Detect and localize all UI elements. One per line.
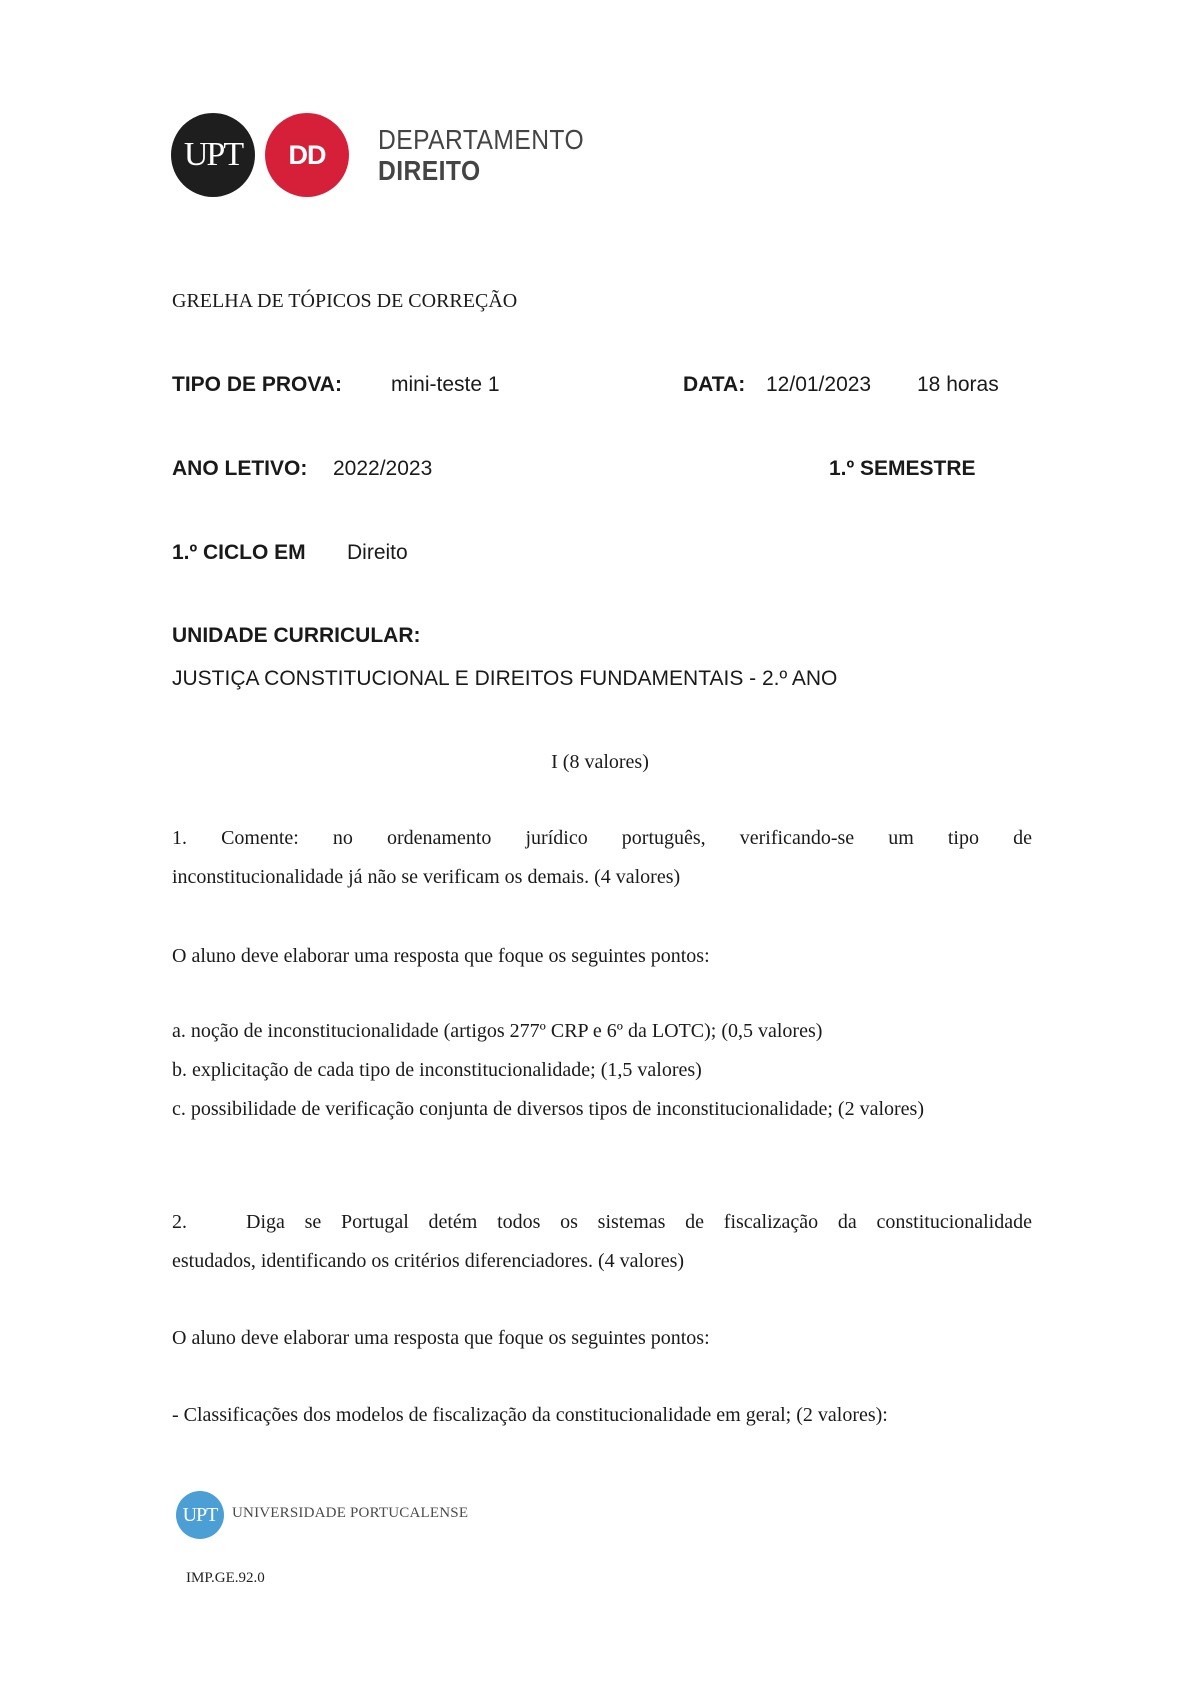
ano-letivo-value: 2022/2023 bbox=[333, 457, 433, 480]
q2-word: Diga bbox=[246, 1211, 285, 1233]
question-1-line-1 bbox=[172, 827, 1032, 850]
q1-word: de bbox=[1013, 827, 1032, 849]
question-1-point-a: a. noção de inconstitucionalidade (artigos 277º CRP e 6º da LOTC); (0,5 valores) bbox=[172, 1020, 823, 1042]
unidade-curricular-label: UNIDADE CURRICULAR: bbox=[172, 624, 421, 647]
department-line-1: DEPARTAMENTO bbox=[378, 124, 585, 155]
q2-word: sistemas bbox=[597, 1211, 666, 1233]
data-value: 12/01/2023 bbox=[766, 373, 872, 396]
q1-word: tipo bbox=[947, 827, 979, 849]
dd-logo-text: DD bbox=[288, 139, 326, 170]
q1-word: ordenamento bbox=[387, 827, 492, 849]
tipo-prova-value: mini-teste 1 bbox=[391, 373, 500, 396]
university-name: UNIVERSIDADE PORTUCALENSE bbox=[232, 1505, 469, 1521]
question-2-point-1: - Classificações dos modelos de fiscalização da constitucionalidade em geral; (2 valores): bbox=[172, 1404, 888, 1426]
department-line-2: DIREITO bbox=[378, 155, 481, 186]
q2-word: Portugal bbox=[341, 1211, 409, 1233]
q1-word: Comente: bbox=[221, 827, 299, 849]
q1-word: português, bbox=[621, 827, 706, 849]
q2-word: os bbox=[560, 1211, 578, 1233]
university-logo bbox=[176, 1491, 224, 1539]
ciclo-label: 1.º CICLO EM bbox=[172, 541, 306, 564]
university-logo-text: UPT bbox=[182, 1503, 218, 1526]
semestre: 1.º SEMESTRE bbox=[829, 457, 976, 480]
ano-letivo-label: ANO LETIVO: bbox=[172, 457, 308, 480]
question-1-point-b: b. explicitação de cada tipo de inconstitucionalidade; (1,5 valores) bbox=[172, 1059, 702, 1081]
q2-word: se bbox=[304, 1211, 322, 1233]
q1-word: verificando-se bbox=[739, 827, 855, 849]
q2-word: fiscalização bbox=[723, 1211, 819, 1233]
question-1-intro: O aluno deve elaborar uma resposta que foque os seguintes pontos: bbox=[172, 945, 710, 967]
question-2-intro: O aluno deve elaborar uma resposta que foque os seguintes pontos: bbox=[172, 1327, 710, 1349]
dd-logo bbox=[265, 113, 349, 197]
question-2-line-1 bbox=[246, 1211, 1032, 1234]
q1-word: jurídico bbox=[525, 827, 588, 849]
document-code: IMP.GE.92.0 bbox=[186, 1570, 265, 1586]
unidade-curricular-value: JUSTIÇA CONSTITUCIONAL E DIREITOS FUNDAMENTAIS - 2.º ANO bbox=[172, 667, 838, 690]
question-2-line-2: estudados, identificando os critérios diferenciadores. (4 valores) bbox=[172, 1250, 685, 1272]
q1-word: um bbox=[888, 827, 914, 849]
document-title: GRELHA DE TÓPICOS DE CORREÇÃO bbox=[172, 290, 518, 312]
q2-word: da bbox=[837, 1211, 857, 1233]
hora-value: 18 horas bbox=[917, 373, 999, 396]
question-1-line-2: inconstitucionalidade já não se verificam os demais. (4 valores) bbox=[172, 866, 681, 888]
q2-word: detém bbox=[428, 1211, 478, 1233]
question-1-point-c: c. possibilidade de verificação conjunta de diversos tipos de inconstitucionalidade; (2 valores) bbox=[172, 1098, 924, 1120]
upt-logo-text: UPT bbox=[183, 136, 243, 173]
q1-word: no bbox=[332, 827, 353, 849]
ciclo-value: Direito bbox=[347, 541, 408, 564]
data-label: DATA: bbox=[683, 373, 746, 396]
tipo-prova-label: TIPO DE PROVA: bbox=[172, 373, 342, 396]
q2-word: constitucionalidade bbox=[876, 1211, 1032, 1233]
upt-logo bbox=[171, 113, 255, 197]
q2-word: todos bbox=[497, 1211, 541, 1233]
group-heading: I (8 valores) bbox=[551, 751, 649, 773]
q2-word: de bbox=[685, 1211, 705, 1233]
question-2-number: 2. bbox=[172, 1211, 187, 1233]
q1-word: 1. bbox=[172, 827, 187, 849]
